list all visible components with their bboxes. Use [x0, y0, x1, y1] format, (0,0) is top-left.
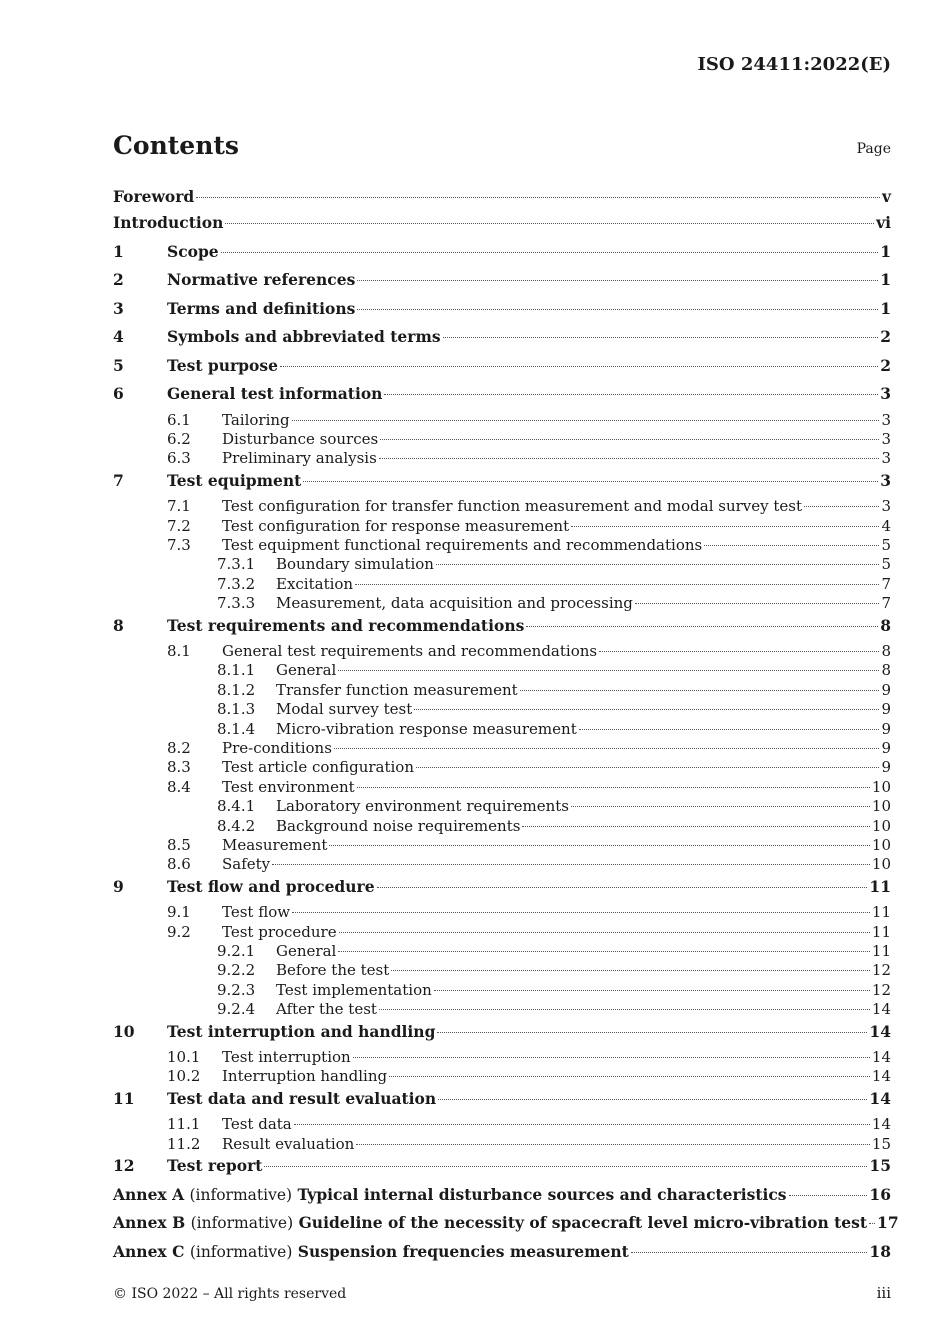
annex-label: Annex C — [113, 1241, 185, 1261]
toc-entry-number: 7.2 — [167, 516, 191, 535]
toc-entry-page: 11 — [869, 876, 891, 896]
toc-entry-number: 8.1.1 — [217, 661, 256, 680]
toc-entry-number: 11.2 — [167, 1134, 201, 1153]
toc-entry[interactable] — [113, 1048, 891, 1067]
toc-entry-page: 10 — [871, 855, 891, 874]
toc-entry-number: 7.1 — [167, 497, 191, 516]
toc-entry-title: Test implementation — [276, 980, 432, 999]
dot-leader — [280, 366, 878, 367]
toc-entry-number: 8 — [113, 615, 124, 635]
toc-entry-title: Interruption handling — [222, 1067, 388, 1086]
toc-entry[interactable] — [113, 1020, 891, 1049]
dot-leader — [804, 506, 879, 507]
toc-entry-title: Test equipment functional requirements and recommendations — [222, 535, 703, 554]
toc-entry[interactable] — [113, 758, 891, 777]
toc-entry-page: 12 — [871, 961, 891, 980]
toc-entry-page: 2 — [880, 327, 891, 346]
toc-entry[interactable] — [113, 354, 891, 383]
toc-entry-title: Pre-conditions — [222, 738, 332, 757]
toc-entry[interactable] — [113, 382, 891, 411]
dot-leader — [264, 1166, 867, 1167]
annex-label: Annex A — [113, 1184, 185, 1204]
dot-leader — [334, 748, 880, 749]
toc-entry[interactable] — [113, 325, 891, 354]
toc-entry-title: Test purpose — [167, 355, 278, 375]
dot-leader — [338, 951, 870, 952]
document-id: ISO 24411:2022(E) — [697, 54, 891, 75]
toc-entry-title: Symbols and abbreviated terms — [167, 327, 441, 346]
dot-leader — [339, 932, 870, 933]
toc-entry[interactable] — [113, 469, 891, 498]
dot-leader — [520, 690, 880, 691]
toc-entry-page: 10 — [871, 797, 891, 816]
dot-leader — [380, 439, 879, 440]
annex-heading — [113, 1183, 787, 1207]
toc-entry-number: 7.3 — [167, 535, 191, 554]
toc-entry-title: Tailoring — [222, 410, 290, 429]
toc-entry[interactable] — [113, 836, 891, 855]
dot-leader — [526, 626, 878, 627]
toc-entry-number: 7 — [113, 470, 124, 490]
toc-entry-title: Test configuration for transfer function measurement and modal survey test — [222, 497, 803, 516]
toc-entry-number: 7.3.3 — [217, 594, 256, 613]
dot-leader — [225, 223, 874, 224]
annex-title: Suspension frequencies measurement — [297, 1241, 629, 1261]
toc-entry[interactable] — [113, 875, 891, 904]
dot-leader — [522, 826, 869, 827]
toc-entry-page: 14 — [871, 1000, 891, 1019]
toc-entry[interactable] — [113, 797, 891, 816]
toc-entry-title: After the test — [276, 1000, 377, 1019]
toc-entry-page: 9 — [881, 700, 891, 719]
dot-leader — [357, 309, 878, 310]
toc-entry[interactable] — [113, 594, 891, 613]
toc-entry[interactable] — [113, 536, 891, 555]
toc-entry[interactable] — [113, 923, 891, 942]
toc-entry-page: 7 — [881, 574, 891, 593]
toc-entry-number: 8.3 — [167, 758, 191, 777]
contents-title: Contents — [113, 131, 240, 160]
toc-entry-page: 5 — [881, 535, 891, 554]
toc-entry[interactable] — [113, 981, 891, 1000]
toc-entry-title: General — [276, 661, 337, 680]
toc-entry-title: Background noise requirements — [276, 816, 521, 835]
dot-leader — [379, 1009, 870, 1010]
toc-entry-title: Test configuration for response measurement — [222, 516, 570, 535]
dot-leader — [353, 1057, 870, 1058]
toc-entry-title: Foreword — [113, 187, 195, 206]
dot-leader — [338, 670, 879, 671]
toc-entry-title: Modal survey test — [276, 700, 413, 719]
toc-entry[interactable] — [113, 739, 891, 758]
toc-entry-page: 2 — [880, 355, 891, 375]
toc-entry-number: 6.1 — [167, 410, 191, 429]
toc-entry-page: 8 — [880, 615, 891, 635]
toc-entry[interactable] — [113, 517, 891, 536]
toc-entry-number: 8.4.2 — [217, 816, 256, 835]
toc-entry-title: Terms and definitions — [167, 298, 356, 318]
dot-leader — [631, 1252, 868, 1253]
toc-entry-number: 8.6 — [167, 855, 191, 874]
toc-entry-number: 5 — [113, 355, 124, 375]
annex-normativity: (informative) — [189, 1242, 293, 1261]
dot-leader — [635, 603, 880, 604]
toc-entry[interactable] — [113, 297, 891, 326]
toc-entry-page: 3 — [880, 470, 891, 490]
dot-leader — [437, 1032, 867, 1033]
toc-entry-page: 3 — [881, 410, 891, 429]
dot-leader — [292, 912, 870, 913]
toc-annex-entry[interactable] — [113, 1183, 891, 1212]
toc-entry[interactable] — [113, 720, 891, 739]
toc-entry-number: 7.3.2 — [217, 574, 256, 593]
toc-entry-title: Test article configuration — [222, 758, 414, 777]
dot-leader — [704, 545, 879, 546]
toc-entry-title: Micro-vibration response measurement — [276, 719, 577, 738]
annex-normativity: (informative) — [190, 1214, 294, 1233]
toc-entry-title: Test report — [167, 1156, 263, 1176]
dot-leader — [221, 252, 879, 253]
toc-entry-title: Test equipment — [167, 470, 302, 490]
table-of-contents — [113, 185, 899, 1268]
toc-entry-number: 4 — [113, 327, 124, 346]
toc-entry[interactable] — [113, 1087, 891, 1116]
toc-entry-page: 14 — [869, 1021, 891, 1041]
dot-leader — [389, 1076, 870, 1077]
toc-entry-number: 10.1 — [167, 1048, 201, 1067]
toc-entry-number: 8.1.2 — [217, 680, 256, 699]
toc-annex-entry[interactable] — [113, 1211, 899, 1240]
dot-leader — [571, 526, 879, 527]
toc-entry-title: General — [276, 941, 337, 960]
toc-entry[interactable] — [113, 1135, 891, 1154]
dot-leader — [391, 970, 870, 971]
toc-entry-title: Measurement, data acquisition and processing — [276, 594, 633, 613]
toc-entry-page: 18 — [869, 1241, 891, 1261]
toc-entry[interactable] — [113, 661, 891, 680]
toc-entry-page: 1 — [880, 241, 891, 261]
toc-entry-number: 1 — [113, 241, 124, 261]
dot-leader — [571, 806, 870, 807]
toc-entry-page: 1 — [880, 298, 891, 318]
toc-entry[interactable] — [113, 942, 891, 961]
toc-entry-number: 9.2.4 — [217, 1000, 256, 1019]
toc-entry-page: 3 — [881, 429, 891, 448]
toc-entry-page: 7 — [881, 594, 891, 613]
dot-leader — [434, 990, 870, 991]
toc-entry-title: Test interruption — [222, 1048, 351, 1067]
toc-entry[interactable] — [113, 903, 891, 922]
toc-entry-title: Before the test — [276, 961, 390, 980]
toc-entry-title: Test flow and procedure — [167, 876, 375, 896]
toc-entry[interactable] — [113, 240, 891, 269]
toc-entry-page: v — [881, 187, 891, 206]
toc-entry[interactable] — [113, 700, 891, 719]
toc-entry-page: 14 — [869, 1088, 891, 1108]
toc-entry[interactable] — [113, 555, 891, 574]
dot-leader — [599, 651, 879, 652]
toc-entry-page: 12 — [871, 980, 891, 999]
annex-heading — [113, 1211, 867, 1235]
toc-entry-number: 12 — [113, 1156, 135, 1176]
toc-entry-number: 3 — [113, 298, 124, 318]
dot-leader — [414, 709, 879, 710]
toc-entry-page: 16 — [869, 1184, 891, 1204]
toc-entry[interactable] — [113, 449, 891, 468]
copyright-notice: © ISO 2022 – All rights reserved — [113, 1286, 347, 1302]
toc-entry[interactable] — [113, 961, 891, 980]
annex-title: Typical internal disturbance sources and characteristics — [297, 1184, 787, 1204]
toc-entry[interactable] — [113, 575, 891, 594]
dot-leader — [355, 584, 879, 585]
toc-entry-title: Introduction — [113, 213, 224, 232]
toc-entry-title: Result evaluation — [222, 1134, 355, 1153]
toc-entry-number: 9 — [113, 876, 124, 896]
toc-entry-title: Test environment — [222, 777, 355, 796]
toc-entry[interactable] — [113, 211, 891, 240]
toc-entry-page: 14 — [871, 1115, 891, 1134]
dot-leader — [329, 845, 870, 846]
toc-entry-number: 11.1 — [167, 1115, 201, 1134]
toc-entry-number: 11 — [113, 1088, 135, 1108]
dot-leader — [416, 767, 879, 768]
toc-entry-title: Boundary simulation — [276, 555, 434, 574]
toc-entry-number: 8.4.1 — [217, 797, 256, 816]
toc-entry[interactable] — [113, 778, 891, 797]
toc-entry-page: 11 — [871, 922, 891, 941]
toc-entry-page: 17 — [877, 1213, 899, 1233]
toc-entry-number: 8.1 — [167, 642, 191, 661]
toc-entry-title: Test data — [222, 1115, 292, 1134]
toc-entry-page: 14 — [871, 1067, 891, 1086]
toc-entry-page: 3 — [880, 384, 891, 403]
toc-entry[interactable] — [113, 681, 891, 700]
toc-entry-number: 9.1 — [167, 903, 191, 922]
toc-entry[interactable] — [113, 185, 891, 211]
dot-leader — [377, 887, 868, 888]
toc-entry-page: vi — [876, 213, 891, 232]
toc-entry-title: Scope — [167, 241, 219, 261]
toc-entry-number: 6.2 — [167, 429, 191, 448]
dot-leader — [303, 481, 878, 482]
toc-entry-title: Test interruption and handling — [167, 1021, 436, 1041]
toc-entry[interactable] — [113, 614, 891, 643]
page-number: iii — [876, 1284, 891, 1302]
toc-entry-title: Transfer function measurement — [276, 680, 518, 699]
toc-entry-page: 9 — [881, 680, 891, 699]
toc-entry-number: 8.1.4 — [217, 719, 256, 738]
toc-entry-title: Normative references — [167, 270, 356, 289]
toc-entry-page: 5 — [881, 555, 891, 574]
toc-entry-page: 15 — [871, 1134, 891, 1153]
annex-normativity: (informative) — [189, 1185, 293, 1204]
dot-leader — [436, 564, 879, 565]
toc-entry-number: 7.3.1 — [217, 555, 256, 574]
toc-entry-title: Test flow — [222, 903, 291, 922]
toc-entry[interactable] — [113, 1067, 891, 1086]
dot-leader — [196, 197, 880, 198]
dot-leader — [789, 1195, 868, 1196]
dot-leader — [869, 1223, 875, 1224]
toc-entry-title: Preliminary analysis — [222, 449, 377, 468]
toc-entry[interactable] — [113, 497, 891, 516]
toc-annex-entry[interactable] — [113, 1240, 891, 1269]
toc-entry-page: 10 — [871, 835, 891, 854]
toc-entry-title: Test requirements and recommendations — [167, 615, 525, 635]
toc-entry-number: 8.5 — [167, 835, 191, 854]
toc-entry[interactable] — [113, 1000, 891, 1019]
toc-entry-title: Excitation — [276, 574, 354, 593]
page-column-label: Page — [856, 141, 891, 157]
dot-leader — [379, 458, 880, 459]
toc-entry-title: Test procedure — [222, 922, 337, 941]
toc-entry-page: 10 — [871, 816, 891, 835]
dot-leader — [357, 280, 878, 281]
toc-entry-title: Laboratory environment requirements — [276, 797, 569, 816]
dot-leader — [356, 1144, 870, 1145]
annex-heading — [113, 1240, 629, 1264]
toc-entry-page: 3 — [881, 497, 891, 516]
toc-entry[interactable] — [113, 642, 891, 661]
toc-entry-number: 10.2 — [167, 1067, 201, 1086]
toc-entry-title: Measurement — [222, 835, 328, 854]
toc-entry[interactable] — [113, 430, 891, 449]
toc-entry-page: 3 — [881, 449, 891, 468]
toc-entry-number: 8.2 — [167, 738, 191, 757]
toc-entry-page: 11 — [871, 903, 891, 922]
dot-leader — [294, 1124, 870, 1125]
toc-entry-page: 9 — [881, 738, 891, 757]
toc-entry-page: 10 — [871, 777, 891, 796]
toc-entry-page: 15 — [869, 1156, 891, 1176]
dot-leader — [438, 1099, 867, 1100]
toc-entry-number: 9.2.1 — [217, 941, 256, 960]
toc-entry-page: 4 — [881, 516, 891, 535]
toc-entry-page: 14 — [871, 1048, 891, 1067]
toc-entry-number: 6.3 — [167, 449, 191, 468]
annex-label: Annex B — [113, 1213, 186, 1233]
toc-entry[interactable] — [113, 817, 891, 836]
toc-entry[interactable] — [113, 411, 891, 430]
toc-entry-page: 8 — [881, 661, 891, 680]
dot-leader — [579, 729, 880, 730]
toc-entry[interactable] — [113, 855, 891, 874]
dot-leader — [384, 394, 878, 395]
toc-entry-number: 6 — [113, 384, 124, 403]
toc-entry-number: 8.1.3 — [217, 700, 256, 719]
toc-entry-title: Test data and result evaluation — [167, 1088, 437, 1108]
toc-entry-page: 8 — [881, 642, 891, 661]
toc-entry-title: Safety — [222, 855, 271, 874]
toc-entry-number: 2 — [113, 270, 124, 289]
toc-entry-page: 9 — [881, 758, 891, 777]
toc-entry[interactable] — [113, 268, 891, 297]
toc-entry-number: 9.2 — [167, 922, 191, 941]
toc-entry-title: General test information — [167, 384, 383, 403]
toc-entry-number: 9.2.2 — [217, 961, 256, 980]
toc-entry[interactable] — [113, 1154, 891, 1183]
toc-entry-page: 1 — [880, 270, 891, 289]
toc-entry-page: 11 — [871, 941, 891, 960]
dot-leader — [272, 864, 870, 865]
toc-entry-title: General test requirements and recommendations — [222, 642, 598, 661]
annex-title: Guideline of the necessity of spacecraft level micro-vibration test — [298, 1213, 868, 1233]
toc-entry-number: 9.2.3 — [217, 980, 256, 999]
dot-leader — [357, 787, 870, 788]
toc-entry-title: Disturbance sources — [222, 429, 379, 448]
toc-entry[interactable] — [113, 1115, 891, 1134]
dot-leader — [292, 420, 880, 421]
dot-leader — [443, 337, 879, 338]
toc-entry-page: 9 — [881, 719, 891, 738]
toc-entry-number: 10 — [113, 1021, 135, 1041]
toc-entry-number: 8.4 — [167, 777, 191, 796]
